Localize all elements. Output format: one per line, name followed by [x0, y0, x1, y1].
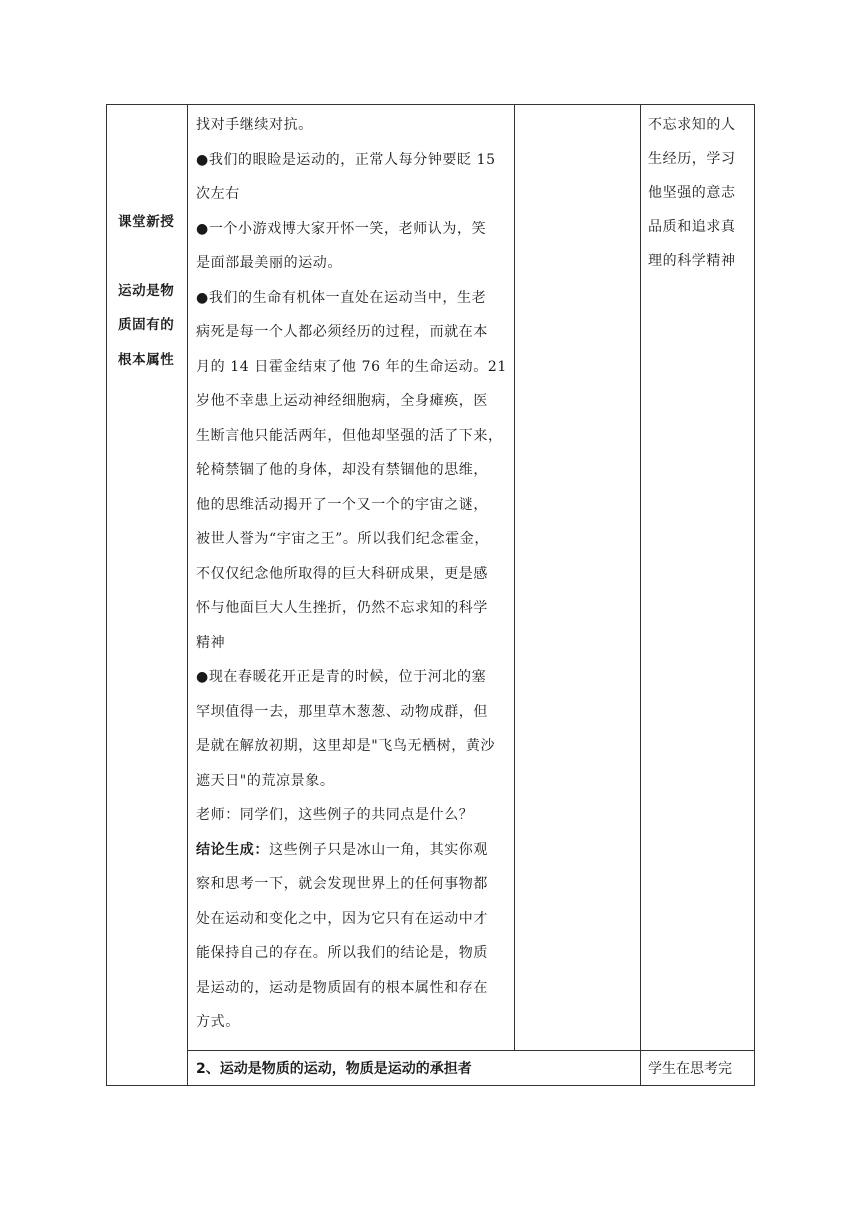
text-line: 能保持自己的存在。所以我们的结论是，物质	[196, 945, 488, 961]
conclusion-line	[196, 833, 508, 868]
left-column-labels	[118, 205, 184, 377]
text-line: 处在运动和变化之中，因为它只有在运动中才	[196, 910, 488, 927]
topic-line: 根本属性	[118, 351, 175, 368]
text-line: 是面部最美丽的运动。	[196, 255, 342, 271]
note-line: 他坚强的意志	[648, 185, 736, 201]
column-divider-2	[514, 104, 515, 1050]
text-line: 被世人誉为“宇宙之王”。所以我们纪念霍金，	[196, 531, 489, 547]
right-column-notes	[648, 108, 752, 278]
text-line: 老师：同学们，这些例子的共同点是什么？	[196, 807, 474, 823]
text-line: 岁他不幸患上运动神经细胞病，全身瘫痪，医	[196, 393, 488, 409]
text-line: 察和思考一下，就会发现世界上的任何事物都	[196, 876, 488, 892]
text-line: 找对手继续对抗。	[196, 117, 313, 133]
text-line: 轮椅禁锢了他的身体，却没有禁锢他的思维，	[196, 462, 488, 478]
text-line: ●我们的眼睑是运动的，正常人每分钟要眨 15	[196, 151, 496, 168]
row-divider	[187, 1050, 754, 1051]
text-line: 精神	[196, 634, 226, 651]
text-line: 罕坝值得一去，那里草木葱葱、动物成群，但	[196, 703, 488, 720]
text-line: ●我们的生命有机体一直处在运动当中，生老	[196, 289, 487, 306]
section-label: 课堂新授	[118, 214, 175, 230]
note-line: 不忘求知的人	[648, 117, 736, 133]
text-line: 病死是每一个人都必须经历的过程，而就在本	[196, 324, 488, 340]
conclusion-label: 结论生成：	[196, 841, 269, 858]
text-line: 他的思维活动揭开了一个又一个的宇宙之谜，	[196, 496, 488, 513]
text-line: 月的 14 日霍金结束了他 76 年的生命运动。21	[196, 358, 507, 375]
table-top-border	[106, 104, 754, 105]
table-left-border	[106, 104, 107, 1086]
note-line: 理的科学精神	[648, 253, 736, 269]
text-line: 生断言他只能活两年，但他却坚强的活了下来，	[196, 427, 503, 444]
conclusion-text: 这些例子只是冰山一角，其实你观	[269, 841, 488, 858]
section-heading-2: 2、运动是物质的运动，物质是运动的承担者	[196, 1061, 472, 1077]
text-line: 遮天日"的荒凉景象。	[196, 772, 335, 789]
note-line: 品质和追求真	[648, 219, 736, 235]
column-divider-1	[187, 104, 188, 1086]
text-line: 次左右	[196, 186, 240, 202]
text-line: 是就在解放初期，这里却是"飞鸟无栖树，黄沙	[196, 738, 496, 754]
row2-note: 学生在思考完	[648, 1061, 732, 1077]
text-line: 方式。	[196, 1014, 240, 1030]
column-divider-3	[640, 104, 641, 1086]
topic-line: 质固有的	[118, 317, 175, 333]
text-line: 不仅仅纪念他所取得的巨大科研成果，更是感	[196, 565, 488, 582]
text-line: ●现在春暖花开正是青的时候，位于河北的塞	[196, 669, 487, 685]
text-line: ●一个小游戏博大家开怀一笑，老师认为，笑	[196, 220, 487, 237]
note-line: 生经历，学习	[648, 151, 736, 167]
text-line: 怀与他面巨大人生挫折，仍然不忘求知的科学	[196, 600, 488, 616]
text-line: 是运动的，运动是物质固有的根本属性和存在	[196, 979, 488, 996]
main-content	[196, 108, 508, 1040]
table-right-border	[754, 104, 755, 1086]
topic-line: 运动是物	[118, 282, 175, 299]
